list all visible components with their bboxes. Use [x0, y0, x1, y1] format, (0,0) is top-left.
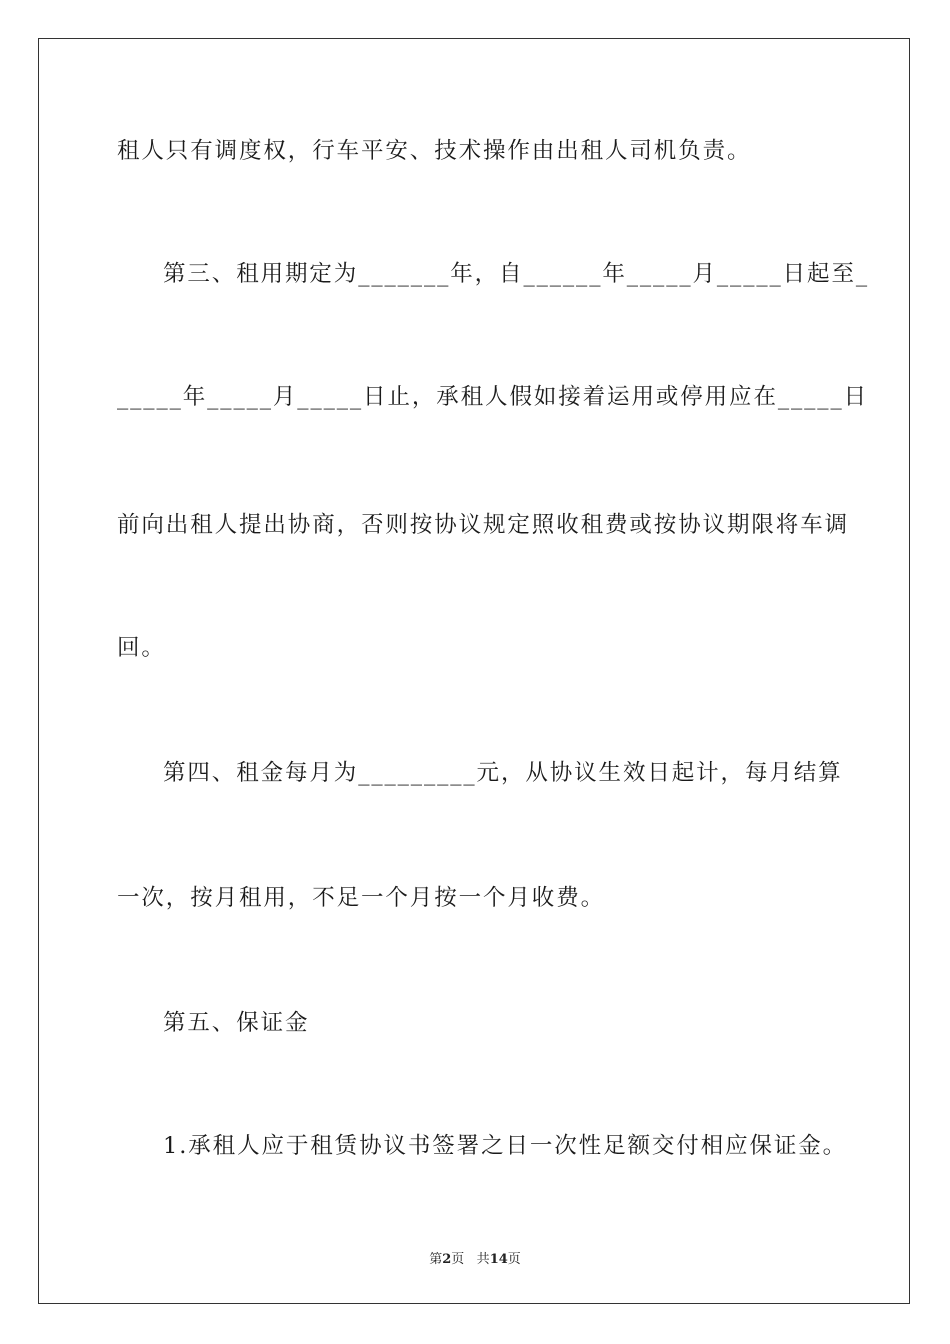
footer-total-pages: 14 — [489, 1252, 508, 1267]
footer-total-prefix: 共 — [476, 1252, 490, 1267]
body-line-2: 第三、租用期定为_______年，自______年_____月_____日起至_ — [163, 261, 870, 287]
footer-page-prefix: 第 — [429, 1252, 443, 1267]
footer-page-suffix: 页 — [451, 1252, 465, 1267]
body-line-6: 第四、租金每月为_________元，从协议生效日起计，每月结算 — [163, 760, 843, 786]
body-line-1: 租人只有调度权，行车平安、技术操作由出租人司机负责。 — [117, 138, 752, 164]
body-line-4: 前向出租人提出协商，否则按协议规定照收租费或按协议期限将车调 — [117, 512, 850, 538]
section-heading: 第五、保证金 — [163, 1010, 310, 1036]
page-footer — [0, 1248, 950, 1267]
body-line-3: _____年_____月_____日止，承租人假如接着运用或停用应在_____日 — [117, 384, 869, 410]
footer-total-suffix: 页 — [507, 1252, 521, 1267]
body-line-9: 1.承租人应于租赁协议书签署之日一次性足额交付相应保证金。 — [163, 1133, 848, 1159]
body-line-7: 一次，按月租用，不足一个月按一个月收费。 — [117, 885, 606, 911]
page-border — [38, 38, 910, 1304]
body-line-5: 回。 — [117, 635, 166, 661]
footer-page-number: 2 — [442, 1252, 452, 1267]
